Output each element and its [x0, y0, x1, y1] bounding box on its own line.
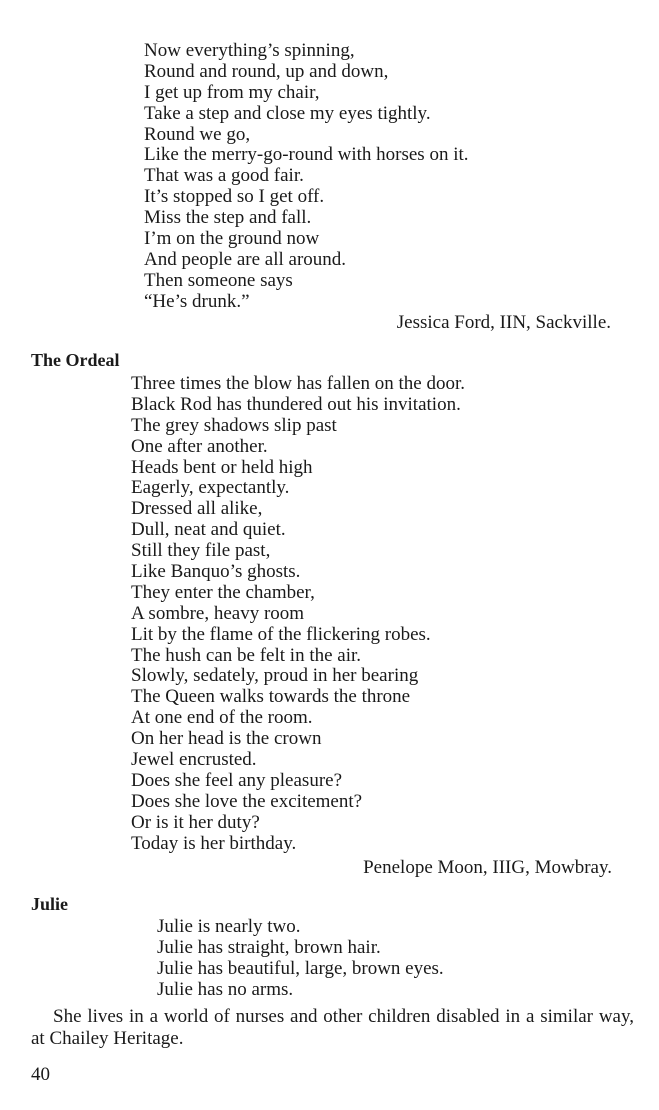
poem-line: Heads bent or held high [131, 456, 313, 478]
poem-line: The Queen walks towards the throne [131, 686, 411, 708]
poem-line: Like Banquo’s ghosts. [131, 561, 301, 583]
poem-line: Dressed all alike, [131, 498, 263, 520]
poem-line: Eagerly, expectantly. [131, 477, 290, 499]
poem-line: The grey shadows slip past [131, 414, 337, 436]
poem-line: Round we go, [144, 123, 251, 145]
poem-line: Lit by the flame of the flickering robes. [131, 623, 431, 645]
prose-paragraph: She lives in a world of nurses and other children disabled in a similar way, at Chailey Heritage. [31, 1006, 634, 1049]
poem-line: Then someone says [144, 269, 293, 291]
poem-line: They enter the chamber, [131, 581, 315, 603]
poem-line: Now everything’s spinning, [144, 40, 355, 61]
poem-line: “He’s drunk.” [144, 290, 250, 312]
poem-line: A sombre, heavy room [131, 602, 305, 624]
poem-line: On her head is the crown [131, 728, 322, 750]
poem-title: Julie [31, 894, 69, 914]
poem-line: Julie is nearly two. [157, 916, 301, 937]
poem-line: Take a step and close my eyes tightly. [144, 102, 431, 124]
poem-line: Still they file past, [131, 540, 271, 562]
poem-line: Slowly, sedately, proud in her bearing [131, 665, 419, 687]
poem-attribution: Jessica Ford, IIN, Sackville. [396, 312, 611, 333]
poem-line: Jewel encrusted. [131, 749, 257, 771]
poem-attribution: Penelope Moon, IIIG, Mowbray. [363, 857, 612, 878]
page-number: 40 [31, 1064, 50, 1085]
poem-line: I’m on the ground now [144, 228, 320, 250]
poem-the-ordeal [131, 374, 465, 854]
poem-title: The Ordeal [31, 350, 120, 370]
poem-line: Like the merry-go-round with horses on it. [144, 144, 469, 166]
poem-line: The hush can be felt in the air. [131, 644, 362, 666]
poem-line: Or is it her duty? [131, 811, 260, 833]
poem-line: Julie has straight, brown hair. [157, 936, 381, 958]
poem-line: And people are all around. [144, 248, 347, 270]
poem-line: Black Rod has thundered out his invitation. [131, 393, 461, 415]
poem-line: I get up from my chair, [144, 81, 320, 103]
poem-line: Round and round, up and down, [144, 60, 389, 82]
poem-line: Three times the blow has fallen on the door. [131, 373, 465, 394]
poem-line: Today is her birthday. [131, 832, 297, 854]
poem-line: One after another. [131, 435, 268, 457]
poem-line: It’s stopped so I get off. [144, 186, 325, 208]
poem-julie [157, 917, 444, 1001]
poem-line: Does she love the excitement? [131, 790, 363, 812]
poem-line: Dull, neat and quiet. [131, 519, 286, 541]
poem-line: Julie has beautiful, large, brown eyes. [157, 957, 444, 979]
poem-line: Miss the step and fall. [144, 207, 312, 229]
poem-line: Does she feel any pleasure? [131, 769, 343, 791]
poem-line: Julie has no arms. [157, 978, 294, 1000]
poem-line: That was a good fair. [144, 165, 304, 187]
poem-line: At one end of the room. [131, 707, 313, 729]
poem-spinning [144, 41, 469, 313]
